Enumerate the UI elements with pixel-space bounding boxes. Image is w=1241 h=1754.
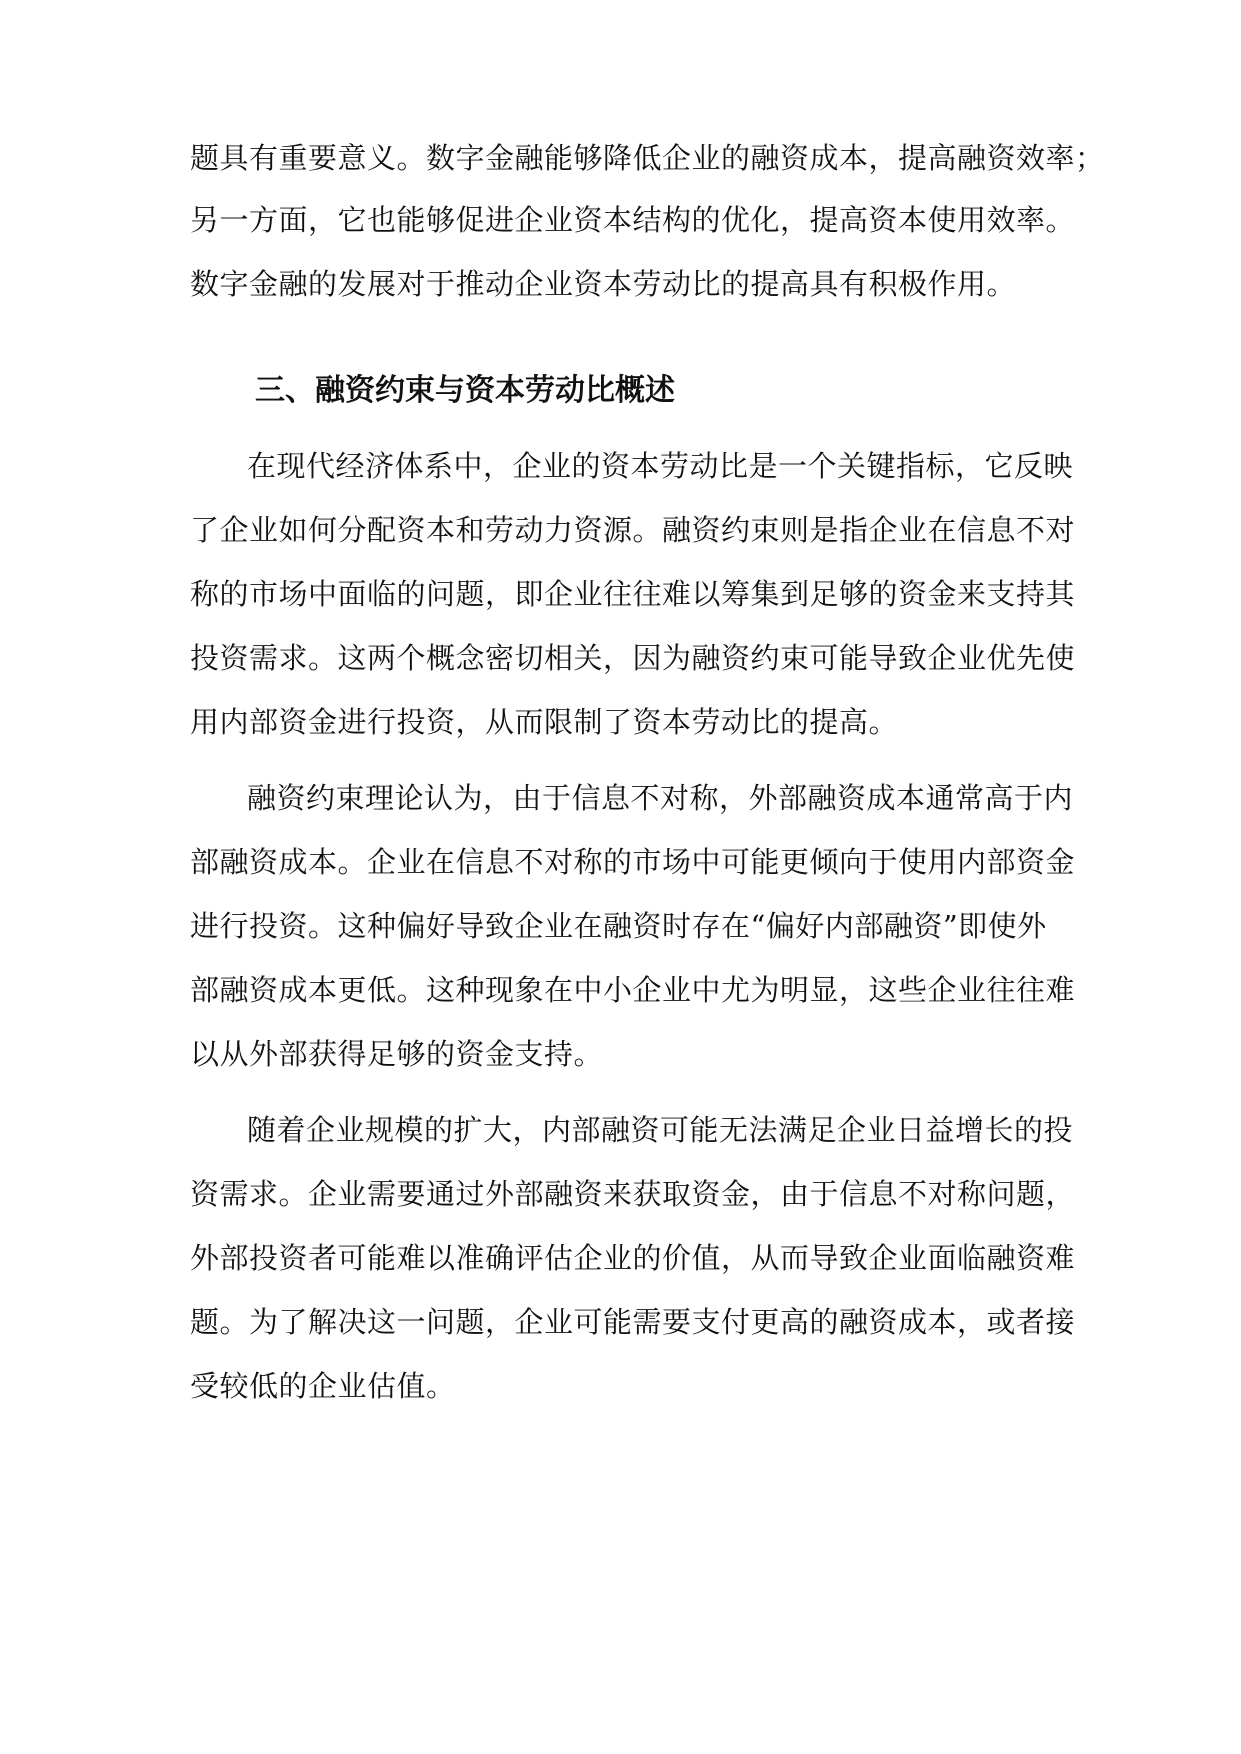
section-heading: 三、融资约束与资本劳动比概述	[255, 373, 675, 408]
paragraph-line: 了企业如何分配资本和劳动力资源。融资约束则是指企业在信息不对	[190, 513, 1076, 547]
paragraph-line: 部融资成本更低。这种现象在中小企业中尤为明显，这些企业往往难	[190, 973, 1076, 1007]
intro-line: 数字金融的发展对于推动企业资本劳动比的提高具有积极作用。	[190, 267, 1017, 301]
paragraph-line: 受较低的企业估值。	[190, 1369, 456, 1403]
intro-line: 题具有重要意义。数字金融能够降低企业的融资成本，提高融资效率；	[190, 141, 1105, 175]
paragraph-line: 用内部资金进行投资，从而限制了资本劳动比的提高。	[190, 705, 899, 739]
paragraph-line: 融资约束理论认为，由于信息不对称，外部融资成本通常高于内	[247, 781, 1074, 815]
paragraph-line: 资需求。企业需要通过外部融资来获取资金，由于信息不对称问题，	[190, 1177, 1076, 1211]
paragraph-line: 进行投资。这种偏好导致企业在融资时存在“偏好内部融资”即使外	[190, 909, 1047, 943]
intro-line: 另一方面，它也能够促进企业资本结构的优化，提高资本使用效率。	[190, 203, 1076, 237]
paragraph-line: 投资需求。这两个概念密切相关，因为融资约束可能导致企业优先使	[190, 641, 1076, 675]
paragraph-line: 外部投资者可能难以准确评估企业的价值，从而导致企业面临融资难	[190, 1241, 1076, 1275]
paragraph-line: 部融资成本。企业在信息不对称的市场中可能更倾向于使用内部资金	[190, 845, 1076, 879]
paragraph-line: 题。为了解决这一问题，企业可能需要支付更高的融资成本，或者接	[190, 1305, 1076, 1339]
paragraph-line: 随着企业规模的扩大，内部融资可能无法满足企业日益增长的投	[247, 1113, 1074, 1147]
paragraph-line: 称的市场中面临的问题，即企业往往难以筹集到足够的资金来支持其	[190, 577, 1076, 611]
paragraph-line: 在现代经济体系中，企业的资本劳动比是一个关键指标，它反映	[247, 449, 1074, 483]
paragraph-line: 以从外部获得足够的资金支持。	[190, 1037, 604, 1071]
